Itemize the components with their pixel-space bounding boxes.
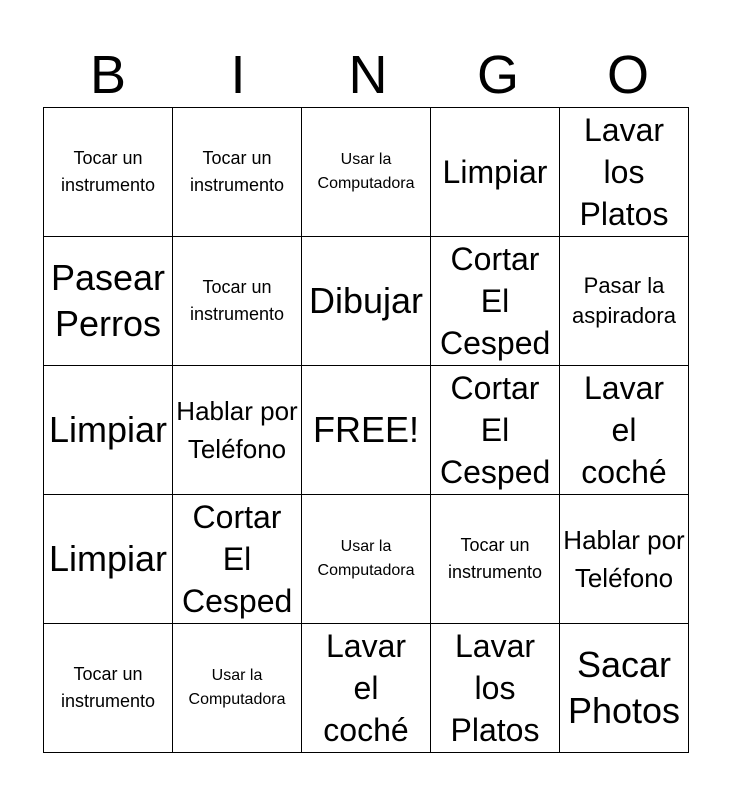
bingo-header — [43, 44, 693, 106]
cell-text: Lavar los Platos — [579, 112, 669, 232]
bingo-cell[interactable] — [560, 237, 689, 366]
header-letter-n: N — [348, 45, 388, 105]
bingo-cell[interactable] — [302, 624, 431, 753]
cell-text: Hablar por Teléfono — [563, 525, 685, 593]
cell-text: Usar la Computadora — [188, 667, 286, 708]
header-letter-o: O — [606, 45, 649, 105]
cell-text: Pasar la aspiradora — [572, 273, 676, 328]
cell-text: Lavar el coché — [581, 370, 667, 490]
cell-text: Cortar El Cesped — [182, 499, 293, 619]
bingo-cell[interactable] — [560, 624, 689, 753]
cell-text: Cortar El Cesped — [440, 370, 551, 490]
bingo-row — [44, 237, 689, 366]
bingo-grid — [43, 107, 689, 753]
bingo-cell[interactable] — [431, 237, 560, 366]
bingo-cell[interactable] — [560, 495, 689, 624]
cell-text: Limpiar — [48, 538, 168, 579]
bingo-cell[interactable] — [302, 237, 431, 366]
bingo-cell[interactable] — [431, 366, 560, 495]
cell-text: Tocar un instrumento — [60, 664, 156, 711]
bingo-cell[interactable] — [302, 366, 431, 495]
cell-text: Tocar un instrumento — [60, 148, 156, 195]
cell-text: Tocar un instrumento — [447, 535, 543, 582]
cell-text: Lavar el coché — [323, 628, 409, 748]
bingo-cell[interactable] — [560, 108, 689, 237]
cell-text: Limpiar — [442, 154, 548, 190]
bingo-cell[interactable] — [431, 495, 560, 624]
cell-text: FREE! — [312, 409, 419, 450]
bingo-cell[interactable] — [302, 495, 431, 624]
bingo-cell[interactable] — [44, 237, 173, 366]
bingo-cell[interactable] — [173, 108, 302, 237]
cell-text: Lavar los Platos — [450, 628, 540, 748]
cell-text: Limpiar — [48, 409, 168, 450]
bingo-cell[interactable] — [431, 624, 560, 753]
bingo-row — [44, 624, 689, 753]
cell-text: Cortar El Cesped — [440, 241, 551, 361]
bingo-cell[interactable] — [44, 495, 173, 624]
bingo-cell[interactable] — [173, 366, 302, 495]
cell-text: Hablar por Teléfono — [176, 396, 298, 464]
header-letter-g: G — [476, 45, 519, 105]
cell-text: Usar la Computadora — [317, 538, 415, 579]
bingo-cell[interactable] — [173, 624, 302, 753]
bingo-cell[interactable] — [431, 108, 560, 237]
cell-text: Tocar un instrumento — [189, 277, 285, 324]
cell-text: Tocar un instrumento — [189, 148, 285, 195]
bingo-cell[interactable] — [173, 237, 302, 366]
bingo-cell[interactable] — [44, 108, 173, 237]
header-letter-b: B — [89, 45, 127, 105]
cell-text: Dibujar — [308, 280, 424, 321]
bingo-cell[interactable] — [302, 108, 431, 237]
bingo-cell[interactable] — [44, 624, 173, 753]
bingo-row — [44, 108, 689, 237]
bingo-row — [44, 366, 689, 495]
header-letter-i: I — [230, 45, 246, 105]
bingo-cell[interactable] — [44, 366, 173, 495]
bingo-cell[interactable] — [173, 495, 302, 624]
bingo-row — [44, 495, 689, 624]
cell-text: Usar la Computadora — [317, 151, 415, 192]
bingo-cell[interactable] — [560, 366, 689, 495]
cell-text: Pasear Perros — [50, 257, 166, 344]
cell-text: Sacar Photos — [567, 644, 681, 731]
